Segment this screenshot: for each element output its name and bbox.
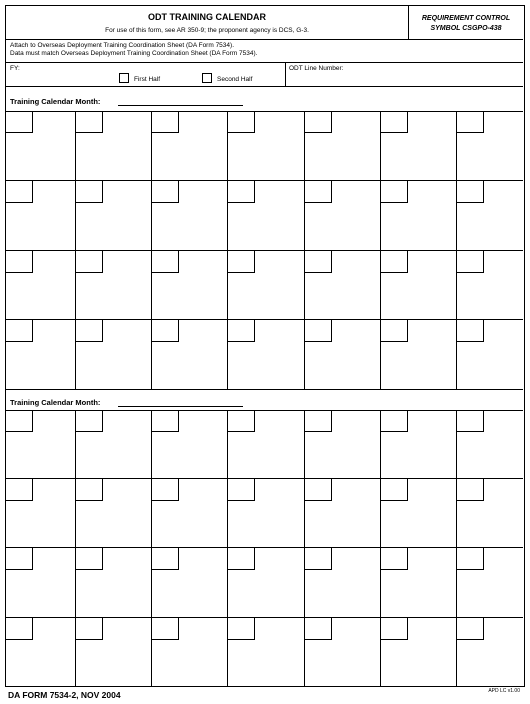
- calendar-day-cell[interactable]: [228, 410, 305, 479]
- calendar-day-cell[interactable]: [152, 618, 228, 687]
- calendar-date-box[interactable]: [152, 479, 179, 501]
- calendar-day-cell[interactable]: [381, 479, 457, 548]
- calendar-date-box[interactable]: [6, 111, 33, 133]
- calendar-day-cell[interactable]: [457, 410, 523, 479]
- calendar-day-cell[interactable]: [381, 181, 457, 251]
- calendar-day-cell[interactable]: [228, 320, 305, 390]
- calendar-date-box[interactable]: [152, 320, 179, 342]
- calendar-date-box[interactable]: [228, 618, 255, 640]
- requirement-control-symbol: [409, 14, 523, 34]
- calendar-month-row-1: [6, 86, 523, 112]
- calendar-date-box[interactable]: [305, 181, 332, 203]
- calendar-day-cell[interactable]: [381, 320, 457, 390]
- calendar-day-cell[interactable]: [6, 251, 76, 320]
- calendar-date-box[interactable]: [381, 111, 408, 133]
- calendar-day-cell[interactable]: [228, 618, 305, 687]
- form-title: ODT TRAINING CALENDAR: [148, 12, 266, 22]
- calendar-date-box[interactable]: [76, 548, 103, 570]
- calendar-date-box[interactable]: [6, 181, 33, 203]
- calendar-date-box[interactable]: [76, 618, 103, 640]
- calendar-day-cell[interactable]: [381, 410, 457, 479]
- calendar-date-box[interactable]: [305, 251, 332, 273]
- fy-label: FY:: [10, 65, 20, 72]
- calendar-day-cell[interactable]: [305, 181, 381, 251]
- calendar-date-box[interactable]: [6, 251, 33, 273]
- calendar-day-cell[interactable]: [381, 618, 457, 687]
- calendar-day-cell[interactable]: [457, 618, 523, 687]
- calendar-day-cell[interactable]: [152, 181, 228, 251]
- calendar-date-box[interactable]: [457, 181, 484, 203]
- calendar-date-box[interactable]: [6, 618, 33, 640]
- calendar-date-box[interactable]: [152, 410, 179, 432]
- form-title-cell: [6, 6, 409, 39]
- calendar-day-cell[interactable]: [152, 251, 228, 320]
- calendar-date-box[interactable]: [228, 479, 255, 501]
- calendar-date-box[interactable]: [76, 181, 103, 203]
- calendar-day-cell[interactable]: [76, 618, 152, 687]
- calendar-date-box[interactable]: [152, 618, 179, 640]
- calendar-day-cell[interactable]: [228, 181, 305, 251]
- calendar-day-cell[interactable]: [152, 410, 228, 479]
- calendar-day-cell[interactable]: [457, 181, 523, 251]
- odt-line-number-label: ODT Line Number:: [289, 65, 344, 72]
- calendar-date-box[interactable]: [305, 320, 332, 342]
- form-subtitle: For use of this form, see AR 350-9; the proponent agency is DCS, G-3.: [105, 27, 309, 34]
- requirement-control-line1: REQUIREMENT CONTROL: [421, 15, 511, 22]
- calendar-date-box[interactable]: [76, 111, 103, 133]
- calendar-day-cell[interactable]: [305, 479, 381, 548]
- first-half-label: First Half: [134, 76, 160, 83]
- calendar-date-box[interactable]: [457, 410, 484, 432]
- calendar-day-cell[interactable]: [381, 251, 457, 320]
- calendar-date-box[interactable]: [457, 320, 484, 342]
- form-header: [6, 6, 523, 40]
- calendar-day-cell[interactable]: [6, 111, 76, 181]
- calendar-date-box[interactable]: [381, 618, 408, 640]
- calendar-day-cell[interactable]: [228, 111, 305, 181]
- calendar-day-cell[interactable]: [152, 111, 228, 181]
- calendar-day-cell[interactable]: [305, 251, 381, 320]
- calendar-date-box[interactable]: [6, 410, 33, 432]
- calendar-date-box[interactable]: [381, 320, 408, 342]
- calendar-date-box[interactable]: [228, 410, 255, 432]
- calendar-date-box[interactable]: [6, 320, 33, 342]
- calendar-day-cell[interactable]: [76, 548, 152, 618]
- requirement-control-line2: SYMBOL CSGPO-438: [430, 25, 502, 32]
- calendar-day-cell[interactable]: [381, 111, 457, 181]
- calendar-day-cell[interactable]: [457, 479, 523, 548]
- calendar-day-cell[interactable]: [305, 410, 381, 479]
- calendar-date-box[interactable]: [76, 410, 103, 432]
- calendar-date-box[interactable]: [305, 479, 332, 501]
- calendar-date-box[interactable]: [457, 618, 484, 640]
- first-half-checkbox[interactable]: [119, 73, 129, 83]
- calendar-day-cell[interactable]: [457, 548, 523, 618]
- calendar-date-box[interactable]: [381, 251, 408, 273]
- calendar-date-box[interactable]: [6, 548, 33, 570]
- calendar-date-box[interactable]: [228, 181, 255, 203]
- calendar-day-cell[interactable]: [152, 548, 228, 618]
- calendar-month-field-1[interactable]: [118, 105, 243, 106]
- calendar-day-cell[interactable]: [6, 479, 76, 548]
- fy-row: [6, 62, 523, 87]
- calendar-date-box[interactable]: [76, 251, 103, 273]
- calendar-date-box[interactable]: [457, 479, 484, 501]
- calendar-date-box[interactable]: [457, 111, 484, 133]
- calendar-date-box[interactable]: [152, 181, 179, 203]
- calendar-date-box[interactable]: [305, 618, 332, 640]
- calendar-date-box[interactable]: [381, 181, 408, 203]
- calendar-date-box[interactable]: [457, 548, 484, 570]
- calendar-day-cell[interactable]: [76, 479, 152, 548]
- calendar-day-cell[interactable]: [6, 320, 76, 390]
- calendar-date-box[interactable]: [228, 548, 255, 570]
- calendar-day-cell[interactable]: [152, 320, 228, 390]
- calendar-date-box[interactable]: [76, 320, 103, 342]
- calendar-day-cell[interactable]: [76, 320, 152, 390]
- calendar-month-label-1: Training Calendar Month:: [10, 97, 101, 106]
- calendar-month-row-2: [6, 388, 523, 411]
- calendar-day-cell[interactable]: [457, 320, 523, 390]
- calendar-day-cell[interactable]: [6, 410, 76, 479]
- attach-instruction-line2: Data must match Overseas Deployment Training Coordination Sheet (DA Form 7534).: [10, 50, 258, 57]
- calendar-month-field-2[interactable]: [118, 406, 243, 407]
- calendar-day-cell[interactable]: [457, 251, 523, 320]
- fy-cell[interactable]: [6, 62, 286, 86]
- calendar-date-box[interactable]: [152, 251, 179, 273]
- calendar-day-cell[interactable]: [228, 479, 305, 548]
- calendar-date-box[interactable]: [457, 251, 484, 273]
- calendar-date-box[interactable]: [152, 548, 179, 570]
- calendar-date-box[interactable]: [228, 111, 255, 133]
- calendar-date-box[interactable]: [228, 251, 255, 273]
- form-number: DA FORM 7534-2, NOV 2004: [8, 690, 121, 700]
- calendar-date-box[interactable]: [305, 111, 332, 133]
- calendar-day-cell[interactable]: [381, 548, 457, 618]
- calendar-date-box[interactable]: [152, 111, 179, 133]
- calendar-day-cell[interactable]: [76, 111, 152, 181]
- calendar-day-cell[interactable]: [76, 181, 152, 251]
- calendar-day-cell[interactable]: [76, 251, 152, 320]
- calendar-date-box[interactable]: [6, 479, 33, 501]
- form-version: APD LC v1.00: [488, 688, 520, 694]
- calendar-grid-1: [6, 111, 523, 390]
- calendar-day-cell[interactable]: [6, 548, 76, 618]
- calendar-day-cell[interactable]: [305, 548, 381, 618]
- calendar-month-label-2: Training Calendar Month:: [10, 398, 101, 407]
- calendar-date-box[interactable]: [76, 479, 103, 501]
- calendar-day-cell[interactable]: [228, 251, 305, 320]
- calendar-day-cell[interactable]: [152, 479, 228, 548]
- second-half-label: Second Half: [217, 76, 253, 83]
- calendar-date-box[interactable]: [381, 548, 408, 570]
- attach-instructions: [6, 39, 523, 63]
- calendar-date-box[interactable]: [305, 410, 332, 432]
- calendar-date-box[interactable]: [381, 479, 408, 501]
- calendar-day-cell[interactable]: [305, 320, 381, 390]
- calendar-day-cell[interactable]: [6, 618, 76, 687]
- calendar-date-box[interactable]: [381, 410, 408, 432]
- second-half-checkbox[interactable]: [202, 73, 212, 83]
- calendar-day-cell[interactable]: [6, 181, 76, 251]
- calendar-grid-2: [6, 410, 523, 687]
- calendar-day-cell[interactable]: [76, 410, 152, 479]
- odt-training-calendar-form: [5, 5, 525, 687]
- calendar-date-box[interactable]: [228, 320, 255, 342]
- calendar-day-cell[interactable]: [228, 548, 305, 618]
- attach-instruction-line1: Attach to Overseas Deployment Training Coordination Sheet (DA Form 7534).: [10, 42, 234, 49]
- calendar-day-cell[interactable]: [305, 618, 381, 687]
- calendar-day-cell[interactable]: [457, 111, 523, 181]
- calendar-date-box[interactable]: [305, 548, 332, 570]
- calendar-day-cell[interactable]: [305, 111, 381, 181]
